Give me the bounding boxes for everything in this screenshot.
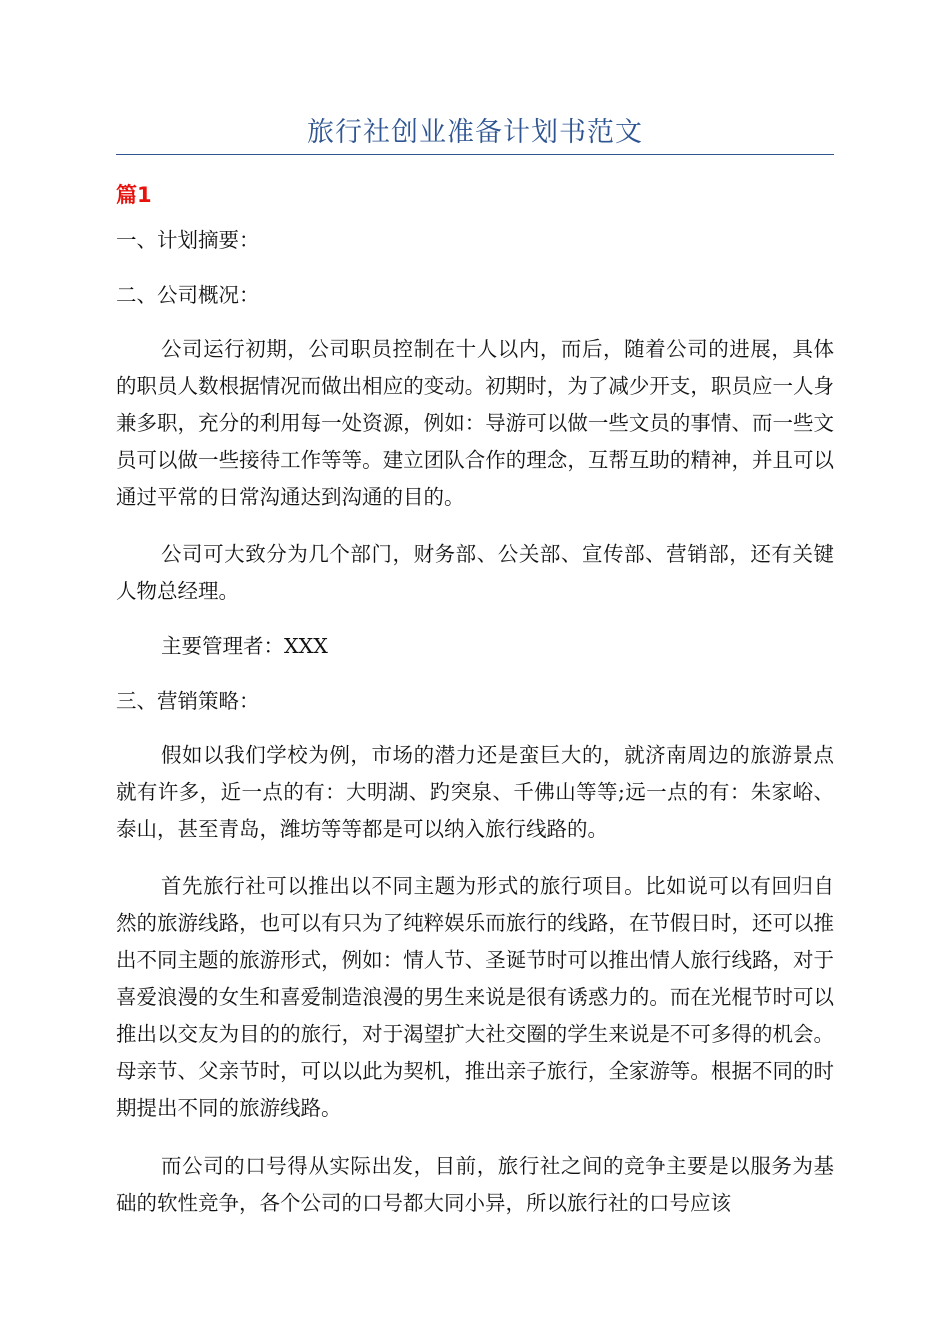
paragraph-market-potential: 假如以我们学校为例，市场的潜力还是蛮巨大的，就济南周边的旅游景点就有许多，近一点的有：大明湖、趵突泉、千佛山等等;远一点的有：朱家峪、泰山，甚至青岛，潍坊等等都是可以纳入旅行线路的。 (116, 743, 834, 841)
paragraph-staffing: 公司运行初期，公司职员控制在十人以内，而后，随着公司的进展，具体的职员人数根据情况而做出相应的变动。初期时，为了减少开支，职员应一人身兼多职，充分的利用每一处资源，例如：导游可以做一些文员的事情、而一些文员可以做一些接待工作等等。建立团队合作的理念，互帮互助的精神，并且可以通过平常的日常沟通达到沟通的目的。 (116, 337, 834, 509)
document-title: 旅行社创业准备计划书范文 (307, 117, 643, 148)
paragraph-slogan: 而公司的口号得从实际出发，目前，旅行社之间的竞争主要是以服务为基础的软性竞争，各个公司的口号都大同小异，所以旅行社的口号应该 (116, 1154, 834, 1215)
paragraph-departments: 公司可大致分为几个部门，财务部、公关部、宣传部、营销部，还有关键人物总经理。 (116, 542, 834, 603)
section-label: 篇1 (116, 183, 152, 207)
title-underline (116, 154, 834, 155)
heading-company-overview: 二、公司概况： (116, 283, 260, 307)
paragraph-themed-tours: 首先旅行社可以推出以不同主题为形式的旅行项目。比如说可以有回归自然的旅游线路，也可以有只为了纯粹娱乐而旅行的线路，在节假日时，还可以推出不同主题的旅游形式，例如：情人节、圣诞节时可以推出情人旅行线路，对于喜爱浪漫的女生和喜爱制造浪漫的男生来说是很有诱惑力的。而在光棍节时可以推出以交友为目的的旅行，对于渴望扩大社交圈的学生来说是不可多得的机会。母亲节、父亲节时，可以以此为契机，推出亲子旅行，全家游等。根据不同的时期提出不同的旅游线路。 (116, 874, 834, 1120)
heading-plan-summary: 一、计划摘要： (116, 228, 260, 252)
paragraph-manager: 主要管理者：XXX (161, 634, 328, 658)
heading-marketing-strategy: 三、营销策略： (116, 689, 260, 713)
